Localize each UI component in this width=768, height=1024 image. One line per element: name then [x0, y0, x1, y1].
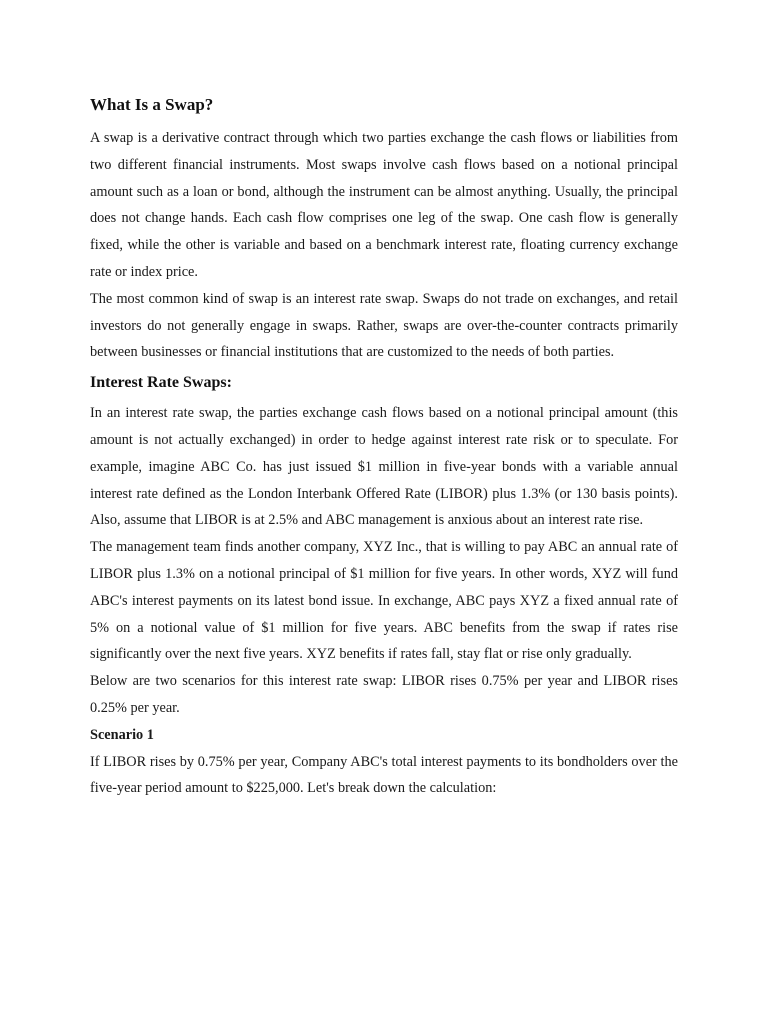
section-heading-scenario-1: Scenario 1: [90, 726, 154, 743]
paragraph-interest-rate-swap-intro: In an interest rate swap, the parties exchange cash flows based on a notional principal amount (this amount is not actually exchanged) in order to hedge against interest rate risk or to speculate. For example, imagine ABC Co. has just issued $1 million in five-year bonds with a variable annual interest rate defined as the London Interbank Offered Rate (LIBOR) plus 1.3% (or 130 basis points). Also, assume that LIBOR is at 2.5% and ABC management is anxious about an interest rate rise.: [90, 405, 678, 529]
paragraph-common-swap: The most common kind of swap is an interest rate swap. Swaps do not trade on exchanges, and retail investors do not generally engage in swaps. Rather, swaps are over-the-counter contracts primarily between businesses or financial institutions that are customized to the needs of both parties.: [90, 290, 678, 361]
paragraph-scenario-1: If LIBOR rises by 0.75% per year, Company ABC's total interest payments to its bondholders over the five-year period amount to $225,000. Let's break down the calculation:: [90, 753, 678, 797]
paragraph-two-scenarios: Below are two scenarios for this interest rate swap: LIBOR rises 0.75% per year and LIBOR rises 0.25% per year.: [90, 673, 678, 716]
section-heading-what-is-a-swap: What Is a Swap?: [90, 95, 214, 114]
section-heading-interest-rate-swaps: Interest Rate Swaps:: [90, 374, 232, 392]
paragraph-management-team: The management team finds another company, XYZ Inc., that is willing to pay ABC an annual rate of LIBOR plus 1.3% on a notional principal of $1 million for five years. In other words, XYZ will fund ABC's interest payments on its latest bond issue. In exchange, ABC pays XYZ a fixed annual rate of 5% on a notional value of $1 million for five years. ABC benefits from the swap if rates rise significantly over the next five years. XYZ benefits if rates fall, stay flat or rise only gradually.: [90, 539, 678, 663]
document-page: [90, 88, 678, 802]
paragraph-swap-definition: A swap is a derivative contract through which two parties exchange the cash flows or liabilities from two different financial instruments. Most swaps involve cash flows based on a notional principal amount such as a loan or bond, although the instrument can be almost anything. Usually, the principal does not change hands. Each cash flow comprises one leg of the swap. One cash flow is generally fixed, while the other is variable and based on a benchmark interest rate, floating currency exchange rate or index price.: [90, 130, 678, 280]
